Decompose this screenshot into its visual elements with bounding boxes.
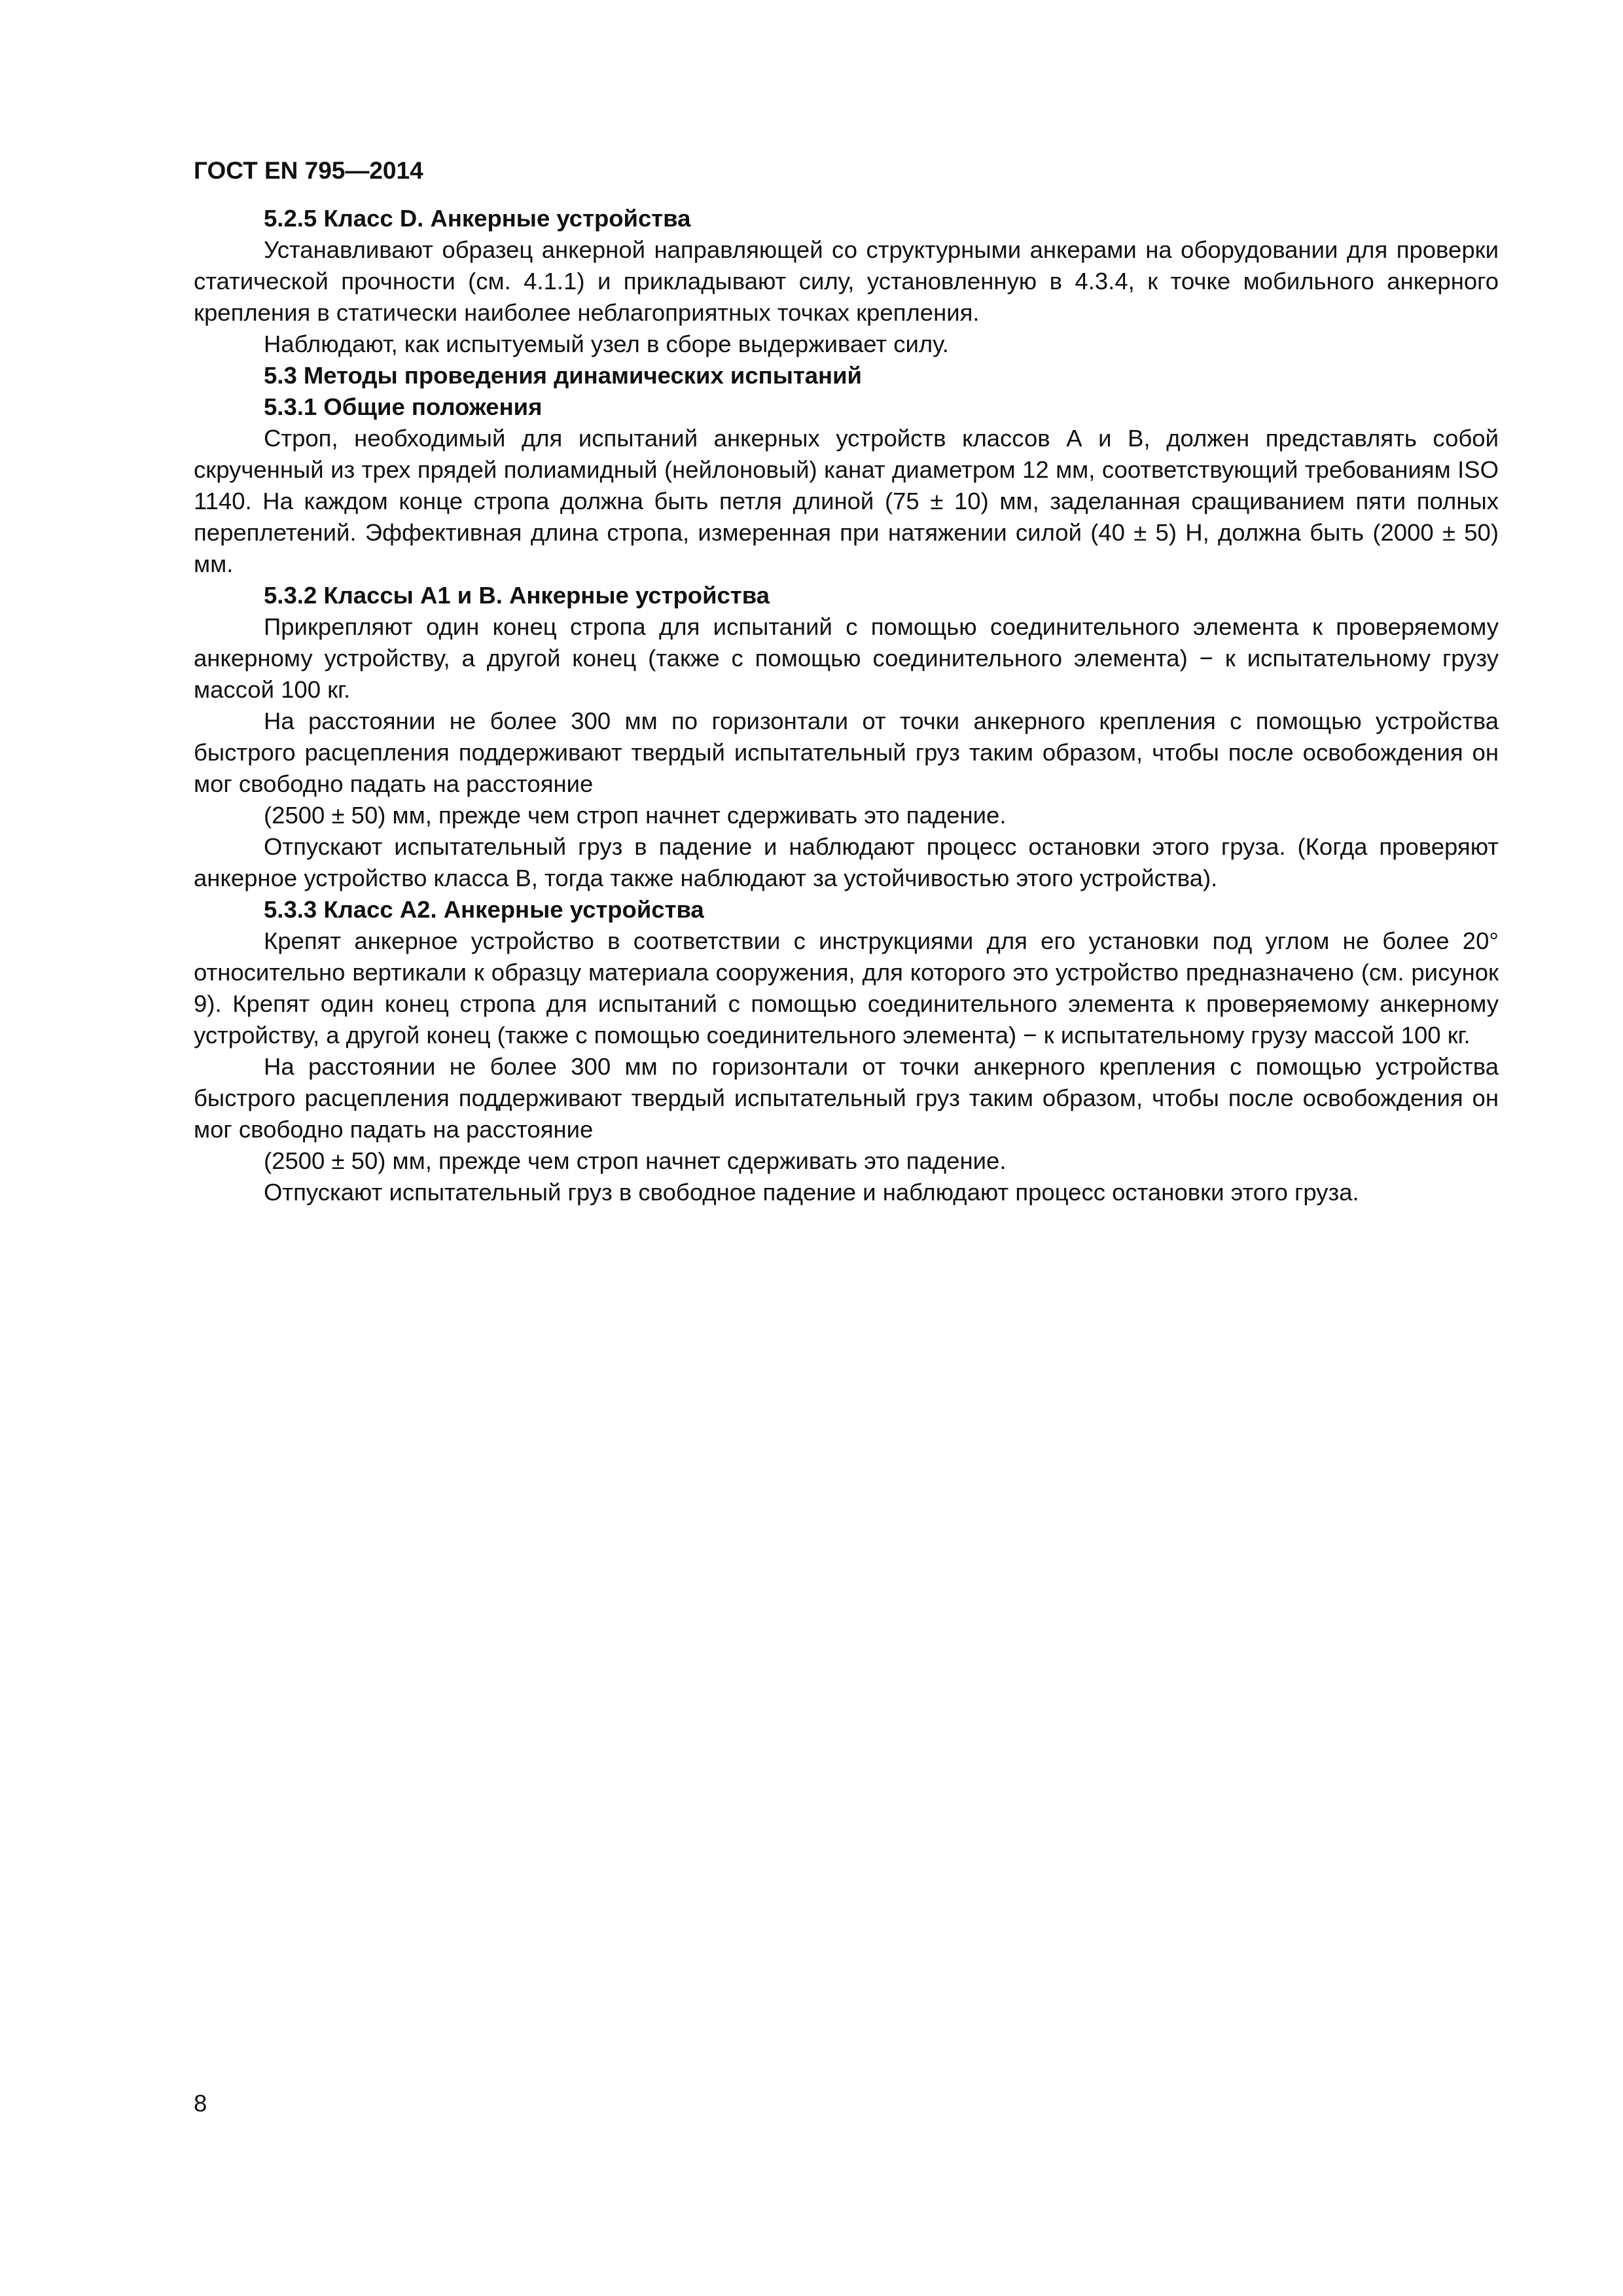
paragraph: Наблюдают, как испытуемый узел в сборе выдерживает силу. xyxy=(264,331,949,357)
paragraph: Отпускают испытательный груз в падение и наблюдают процесс остановки этого груза. (Когда проверяют анкерное устройство класса В, тогда также наблюдают за устойчивостью этого устройства). xyxy=(194,833,1499,891)
section-heading-5-2-5: 5.2.5 Класс D. Анкерные устройства xyxy=(264,205,691,232)
paragraph: Крепят анкерное устройство в соответствии с инструкциями для его установки под углом не более 20° относительно вертикали к образцу материала сооружения, для которого это устройство предназначено (см. рисунок 9). Крепят один конец стропа для испытаний с помощью соединительного элемента к проверяемому анкерному устройству, а другой конец (также с помощью соединительного элемента) − к испытательному грузу массой 100 кг. xyxy=(194,927,1499,1049)
paragraph: Строп, необходимый для испытаний анкерных устройств классов А и В, должен представлять собой скрученный из трех прядей полиамидный (нейлоновый) канат диаметром 12 мм, соответствующий требованиям ISO 1140. На каждом конце стропа должна быть петля длиной (75 ± 10) мм, заделанная сращиванием пяти полных переплетений. Эффективная длина стропа, измеренная при натяжении силой (40 ± 5) Н, должна быть (2000 ± 50) мм. xyxy=(194,425,1499,577)
paragraph: (2500 ± 50) мм, прежде чем строп начнет сдерживать это падение. xyxy=(264,1147,1007,1174)
paragraph: Отпускают испытательный груз в свободное падение и наблюдают процесс остановки этого груза. xyxy=(264,1179,1359,1206)
paragraph: На расстоянии не более 300 мм по горизонтали от точки анкерного крепления с помощью устройства быстрого расцепления поддерживают твердый испытательный груз таким образом, чтобы после освобождения он мог свободно падать на расстояние xyxy=(194,708,1499,797)
section-heading-5-3-1: 5.3.1 Общие положения xyxy=(264,393,543,420)
page-number: 8 xyxy=(194,2090,207,2117)
document-body xyxy=(194,203,1499,1208)
paragraph: Устанавливают образец анкерной направляющей со структурными анкерами на оборудовании для проверки статической прочности (см. 4.1.1) и прикладывают силу, установленную в 4.3.4, к точке мобильного анкерного крепления в статически наиболее неблагоприятных точках крепления. xyxy=(194,236,1499,326)
section-heading-5-3-3: 5.3.3 Класс А2. Анкерные устройства xyxy=(264,896,704,923)
paragraph: Прикрепляют один конец стропа для испытаний с помощью соединительного элемента к проверяемому анкерному устройству, а другой конец (также с помощью соединительного элемента) − к испытательному грузу массой 100 кг. xyxy=(194,613,1499,703)
paragraph: На расстоянии не более 300 мм по горизонтали от точки анкерного крепления с помощью устройства быстрого расцепления поддерживают твердый испытательный груз таким образом, чтобы после освобождения он мог свободно падать на расстояние xyxy=(194,1053,1499,1143)
section-heading-5-3: 5.3 Методы проведения динамических испытаний xyxy=(264,362,862,389)
section-heading-5-3-2: 5.3.2 Классы А1 и В. Анкерные устройства xyxy=(264,582,770,609)
paragraph: (2500 ± 50) мм, прежде чем строп начнет сдерживать это падение. xyxy=(264,802,1007,829)
document-header: ГОСТ EN 795—2014 xyxy=(194,157,423,184)
